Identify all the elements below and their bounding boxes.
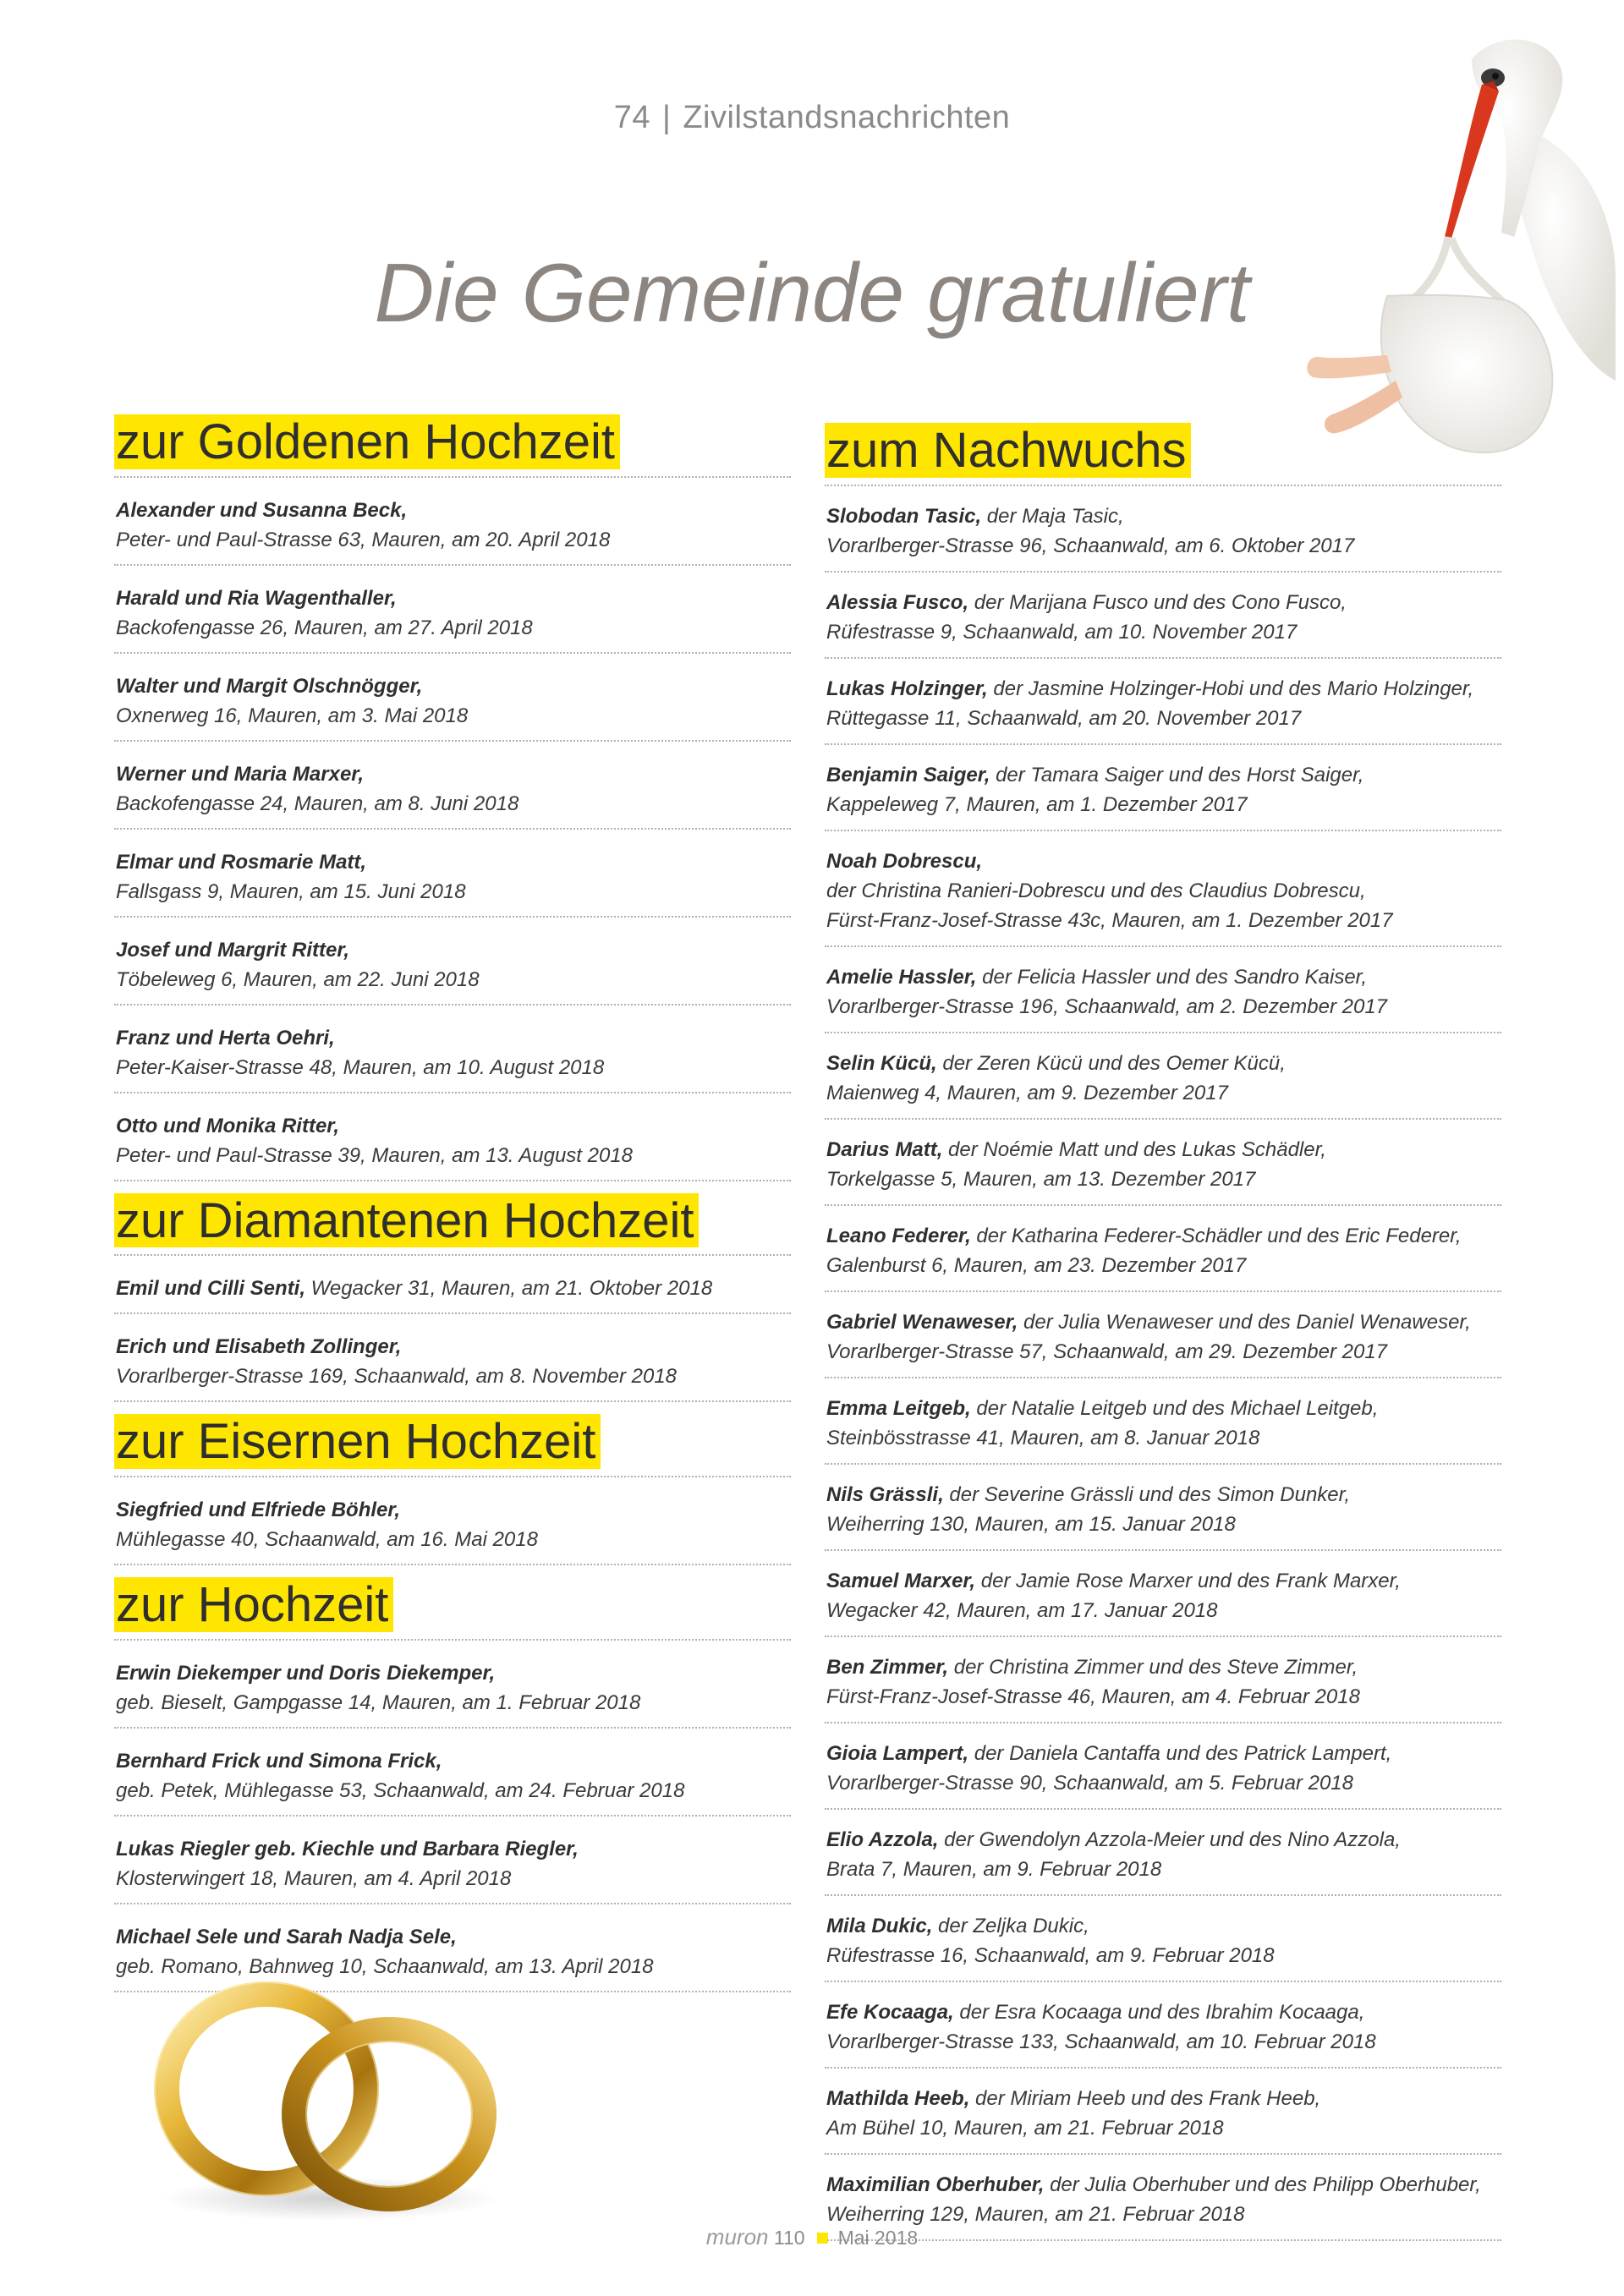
entry-detail: Backofengasse 24, Mauren, am 8. Juni 2018 bbox=[116, 792, 519, 815]
entry-name: Emma Leitgeb, bbox=[826, 1396, 971, 1420]
spacer bbox=[114, 1402, 791, 1414]
entry-name: Selin Kücü, bbox=[826, 1051, 937, 1075]
entry-detail: Weiherring 130, Mauren, am 15. Januar 2018 bbox=[826, 1512, 1236, 1536]
entry-detail: Vorarlberger-Strasse 96, Schaanwald, am 6. Oktober 2017 bbox=[826, 534, 1355, 557]
section-iron-wedding bbox=[114, 1414, 791, 1565]
entry-detail: Mühlegasse 40, Schaanwald, am 16. Mai 2018 bbox=[116, 1527, 538, 1551]
entry-detail: geb. Romano, Bahnweg 10, Schaanwald, am 13. April 2018 bbox=[116, 1954, 654, 1978]
entry-name: Michael Sele und Sarah Nadja Sele, bbox=[116, 1925, 457, 1948]
list-item bbox=[114, 478, 791, 566]
entry-detail: Vorarlberger-Strasse 133, Schaanwald, am 10. Februar 2018 bbox=[826, 2030, 1376, 2053]
entry-name: Franz und Herta Oehri, bbox=[116, 1026, 335, 1049]
entry-parents: der Christina Zimmer und des Steve Zimmer, bbox=[948, 1655, 1358, 1679]
entry-detail: Peter-Kaiser-Strasse 48, Mauren, am 10. August 2018 bbox=[116, 1055, 605, 1079]
list-item bbox=[825, 1206, 1501, 1292]
entry-parents: der Severine Grässli und des Simon Dunker, bbox=[943, 1482, 1350, 1506]
section-births bbox=[825, 423, 1501, 2241]
list-item bbox=[114, 1817, 791, 1904]
entry-detail: Vorarlberger-Strasse 90, Schaanwald, am 5. Februar 2018 bbox=[826, 1771, 1354, 1795]
entry-parents: der Katharina Federer-Schädler und des Eric Federer, bbox=[970, 1224, 1462, 1247]
entry-detail: Vorarlberger-Strasse 57, Schaanwald, am 29. Dezember 2017 bbox=[826, 1340, 1388, 1363]
list-item bbox=[114, 1006, 791, 1093]
list-item bbox=[825, 486, 1501, 573]
heading-text: zum Nachwuchs bbox=[825, 423, 1191, 478]
list-item bbox=[114, 1477, 791, 1565]
page-number: 74 bbox=[613, 100, 650, 135]
list-item bbox=[114, 1093, 791, 1181]
entry-parents: der Esra Kocaaga und des Ibrahim Kocaaga, bbox=[953, 2000, 1365, 2024]
entry-name: Lukas Riegler geb. Kiechle und Barbara Riegler, bbox=[116, 1837, 579, 1860]
entry-name: Werner und Maria Marxer, bbox=[116, 762, 364, 786]
entry-name: Elmar und Rosmarie Matt, bbox=[116, 850, 367, 874]
entry-detail: Backofengasse 26, Mauren, am 27. April 2018 bbox=[116, 616, 533, 639]
entry-name: Erich und Elisabeth Zollinger, bbox=[116, 1335, 402, 1359]
entry-parents: der Christina Ranieri-Dobrescu und des Claudius Dobrescu, bbox=[826, 879, 1366, 902]
entry-parents: der Zeren Kücü und des Oemer Kücü, bbox=[936, 1051, 1286, 1075]
left-column bbox=[114, 414, 791, 1992]
entry-detail: Maienweg 4, Mauren, am 9. Dezember 2017 bbox=[826, 1081, 1228, 1104]
list-item bbox=[114, 1729, 791, 1817]
section-heading bbox=[114, 414, 791, 478]
section-heading bbox=[114, 1193, 791, 1257]
entry-name: Gioia Lampert, bbox=[826, 1741, 969, 1765]
spacer bbox=[114, 1181, 791, 1193]
list-item bbox=[825, 1810, 1501, 1896]
section-diamond-wedding bbox=[114, 1193, 791, 1403]
entry-parents: der Jasmine Holzinger-Hobi und des Mario Holzinger, bbox=[987, 677, 1474, 700]
list-item bbox=[825, 1982, 1501, 2069]
entry-name: Mathilda Heeb, bbox=[826, 2086, 970, 2110]
entry-parents: der Maja Tasic, bbox=[981, 504, 1124, 528]
list-item bbox=[825, 1723, 1501, 1810]
entry-parents: der Julia Oberhuber und des Philipp Oberhuber, bbox=[1044, 2173, 1481, 2196]
list-item bbox=[825, 1465, 1501, 1551]
list-item bbox=[825, 1033, 1501, 1120]
list-item bbox=[114, 654, 791, 742]
heading-text: zur Eisernen Hochzeit bbox=[114, 1414, 601, 1469]
entry-name: Nils Grässli, bbox=[826, 1482, 944, 1506]
entry-name: Bernhard Frick und Simona Frick, bbox=[116, 1749, 442, 1773]
entry-detail: Fürst-Franz-Josef-Strasse 46, Mauren, am 4. Februar 2018 bbox=[826, 1685, 1360, 1708]
entry-detail: Fürst-Franz-Josef-Strasse 43c, Mauren, am 1. Dezember 2017 bbox=[826, 908, 1393, 932]
heading-text: zur Goldenen Hochzeit bbox=[114, 414, 620, 469]
entry-detail: Peter- und Paul-Strasse 39, Mauren, am 13. August 2018 bbox=[116, 1143, 634, 1167]
list-item bbox=[825, 1378, 1501, 1465]
entry-name: Elio Azzola, bbox=[826, 1827, 939, 1851]
magazine-name: muron bbox=[705, 2224, 769, 2249]
section-heading bbox=[114, 1414, 791, 1477]
list-item bbox=[825, 659, 1501, 745]
entry-parents: der Miriam Heeb und des Frank Heeb, bbox=[969, 2086, 1321, 2110]
list-item bbox=[114, 566, 791, 654]
list-item bbox=[825, 1637, 1501, 1723]
entry-detail: Am Bühel 10, Mauren, am 21. Februar 2018 bbox=[826, 2116, 1224, 2140]
entry-detail: Vorarlberger-Strasse 196, Schaanwald, am 2. Dezember 2017 bbox=[826, 995, 1388, 1018]
entry-name: Darius Matt, bbox=[826, 1137, 943, 1161]
list-item bbox=[825, 1896, 1501, 1982]
entry-name: Maximilian Oberhuber, bbox=[826, 2173, 1045, 2196]
entry-parents: der Zeljka Dukic, bbox=[932, 1914, 1089, 1937]
list-item bbox=[825, 1551, 1501, 1637]
list-item bbox=[114, 1256, 791, 1314]
entry-name: Gabriel Wenaweser, bbox=[826, 1310, 1018, 1334]
section-heading bbox=[825, 423, 1501, 486]
entry-name: Erwin Diekemper und Doris Diekemper, bbox=[116, 1661, 496, 1685]
list-item bbox=[114, 742, 791, 830]
entry-name: Ben Zimmer, bbox=[826, 1655, 949, 1679]
list-item bbox=[825, 947, 1501, 1033]
entry-name: Siegfried und Elfriede Böhler, bbox=[116, 1498, 401, 1521]
wedding-rings-illustration bbox=[144, 1970, 516, 2224]
list-item bbox=[825, 831, 1501, 947]
entry-detail: Rüfestrasse 9, Schaanwald, am 10. November 2017 bbox=[826, 620, 1298, 644]
entry-name: Lukas Holzinger, bbox=[826, 677, 988, 700]
spacer bbox=[114, 1565, 791, 1577]
list-item bbox=[114, 918, 791, 1006]
entry-detail: Peter- und Paul-Strasse 63, Mauren, am 20. April 2018 bbox=[116, 528, 611, 551]
entry-detail: Klosterwingert 18, Mauren, am 4. April 2018 bbox=[116, 1866, 512, 1890]
list-item bbox=[114, 830, 791, 918]
entry-name: Slobodan Tasic, bbox=[826, 504, 982, 528]
entry-detail: Wegacker 31, Mauren, am 21. Oktober 2018 bbox=[305, 1277, 713, 1301]
entry-name: Alexander und Susanna Beck, bbox=[116, 498, 408, 522]
entry-parents: der Natalie Leitgeb und des Michael Leitgeb, bbox=[970, 1396, 1379, 1420]
entry-parents: der Julia Wenaweser und des Daniel Wenaweser, bbox=[1018, 1310, 1471, 1334]
issue-date: Mai 2018 bbox=[837, 2227, 919, 2249]
entry-parents: der Gwendolyn Azzola-Meier und des Nino Azzola, bbox=[938, 1827, 1401, 1851]
entry-name: Benjamin Saiger, bbox=[826, 763, 990, 786]
entry-detail: geb. Petek, Mühlegasse 53, Schaanwald, am 24. Februar 2018 bbox=[116, 1778, 685, 1802]
list-item bbox=[825, 745, 1501, 831]
issue-number: 110 bbox=[773, 2227, 805, 2249]
page-footer bbox=[0, 2224, 1624, 2250]
entry-name: Walter und Margit Olschnögger, bbox=[116, 674, 423, 698]
header-separator: | bbox=[661, 100, 672, 135]
entry-detail: Weiherring 129, Mauren, am 21. Februar 2018 bbox=[826, 2202, 1245, 2226]
footer-square-icon bbox=[817, 2233, 828, 2244]
entry-detail: Fallsgass 9, Mauren, am 15. Juni 2018 bbox=[116, 879, 466, 903]
entry-parents: der Jamie Rose Marxer und des Frank Marxer, bbox=[975, 1569, 1401, 1592]
entry-detail: Wegacker 42, Mauren, am 17. Januar 2018 bbox=[826, 1598, 1218, 1622]
section-wedding bbox=[114, 1577, 791, 1992]
entry-name: Noah Dobrescu, bbox=[826, 849, 983, 873]
entry-name: Emil und Cilli Senti, bbox=[116, 1277, 306, 1301]
entry-name: Alessia Fusco, bbox=[826, 590, 969, 614]
entry-name: Samuel Marxer, bbox=[826, 1569, 976, 1592]
entry-name: Josef und Margrit Ritter, bbox=[116, 938, 350, 962]
list-item bbox=[114, 1641, 791, 1729]
list-item bbox=[114, 1314, 791, 1402]
entry-detail: Rüfestrasse 16, Schaanwald, am 9. Februar 2018 bbox=[826, 1943, 1275, 1967]
entry-detail: Kappeleweg 7, Mauren, am 1. Dezember 2017 bbox=[826, 792, 1248, 816]
entry-name: Amelie Hassler, bbox=[826, 965, 977, 989]
entry-parents: der Noémie Matt und des Lukas Schädler, bbox=[942, 1137, 1326, 1161]
heading-text: zur Diamantenen Hochzeit bbox=[114, 1193, 699, 1248]
entry-name: Efe Kocaaga, bbox=[826, 2000, 954, 2024]
entry-parents: der Marijana Fusco und des Cono Fusco, bbox=[968, 590, 1347, 614]
entry-detail: geb. Bieselt, Gampgasse 14, Mauren, am 1. Februar 2018 bbox=[116, 1690, 641, 1714]
page-title: Die Gemeinde gratuliert bbox=[374, 246, 1250, 339]
entry-parents: der Daniela Cantaffa und des Patrick Lampert, bbox=[968, 1741, 1392, 1765]
list-item bbox=[825, 1292, 1501, 1378]
section-golden-wedding bbox=[114, 414, 791, 1181]
entry-name: Harald und Ria Wagenthaller, bbox=[116, 586, 397, 610]
entry-name: Otto und Monika Ritter, bbox=[116, 1114, 339, 1137]
section-heading bbox=[114, 1577, 791, 1641]
heading-text: zur Hochzeit bbox=[114, 1577, 393, 1632]
entry-detail: Vorarlberger-Strasse 169, Schaanwald, am 8. November 2018 bbox=[116, 1365, 678, 1389]
section-name: Zivilstandsnachrichten bbox=[683, 100, 1011, 135]
entry-detail: Rüttegasse 11, Schaanwald, am 20. November 2017 bbox=[826, 706, 1302, 730]
list-item bbox=[825, 2069, 1501, 2155]
entry-detail: Steinbösstrasse 41, Mauren, am 8. Januar 2018 bbox=[826, 1426, 1260, 1449]
entry-detail: Oxnerweg 16, Mauren, am 3. Mai 2018 bbox=[116, 704, 469, 727]
entry-parents: der Felicia Hassler und des Sandro Kaiser, bbox=[976, 965, 1368, 989]
entry-detail: Brata 7, Mauren, am 9. Februar 2018 bbox=[826, 1857, 1162, 1881]
list-item bbox=[825, 1120, 1501, 1206]
list-item bbox=[825, 573, 1501, 659]
entry-parents: der Tamara Saiger und des Horst Saiger, bbox=[990, 763, 1364, 786]
entry-name: Mila Dukic, bbox=[826, 1914, 933, 1937]
entry-detail: Galenburst 6, Mauren, am 23. Dezember 2017 bbox=[826, 1253, 1247, 1277]
right-column bbox=[825, 423, 1501, 2241]
entry-detail: Torkelgasse 5, Mauren, am 13. Dezember 2017 bbox=[826, 1167, 1256, 1191]
entry-name: Leano Federer, bbox=[826, 1224, 971, 1247]
entry-detail: Töbeleweg 6, Mauren, am 22. Juni 2018 bbox=[116, 967, 480, 991]
